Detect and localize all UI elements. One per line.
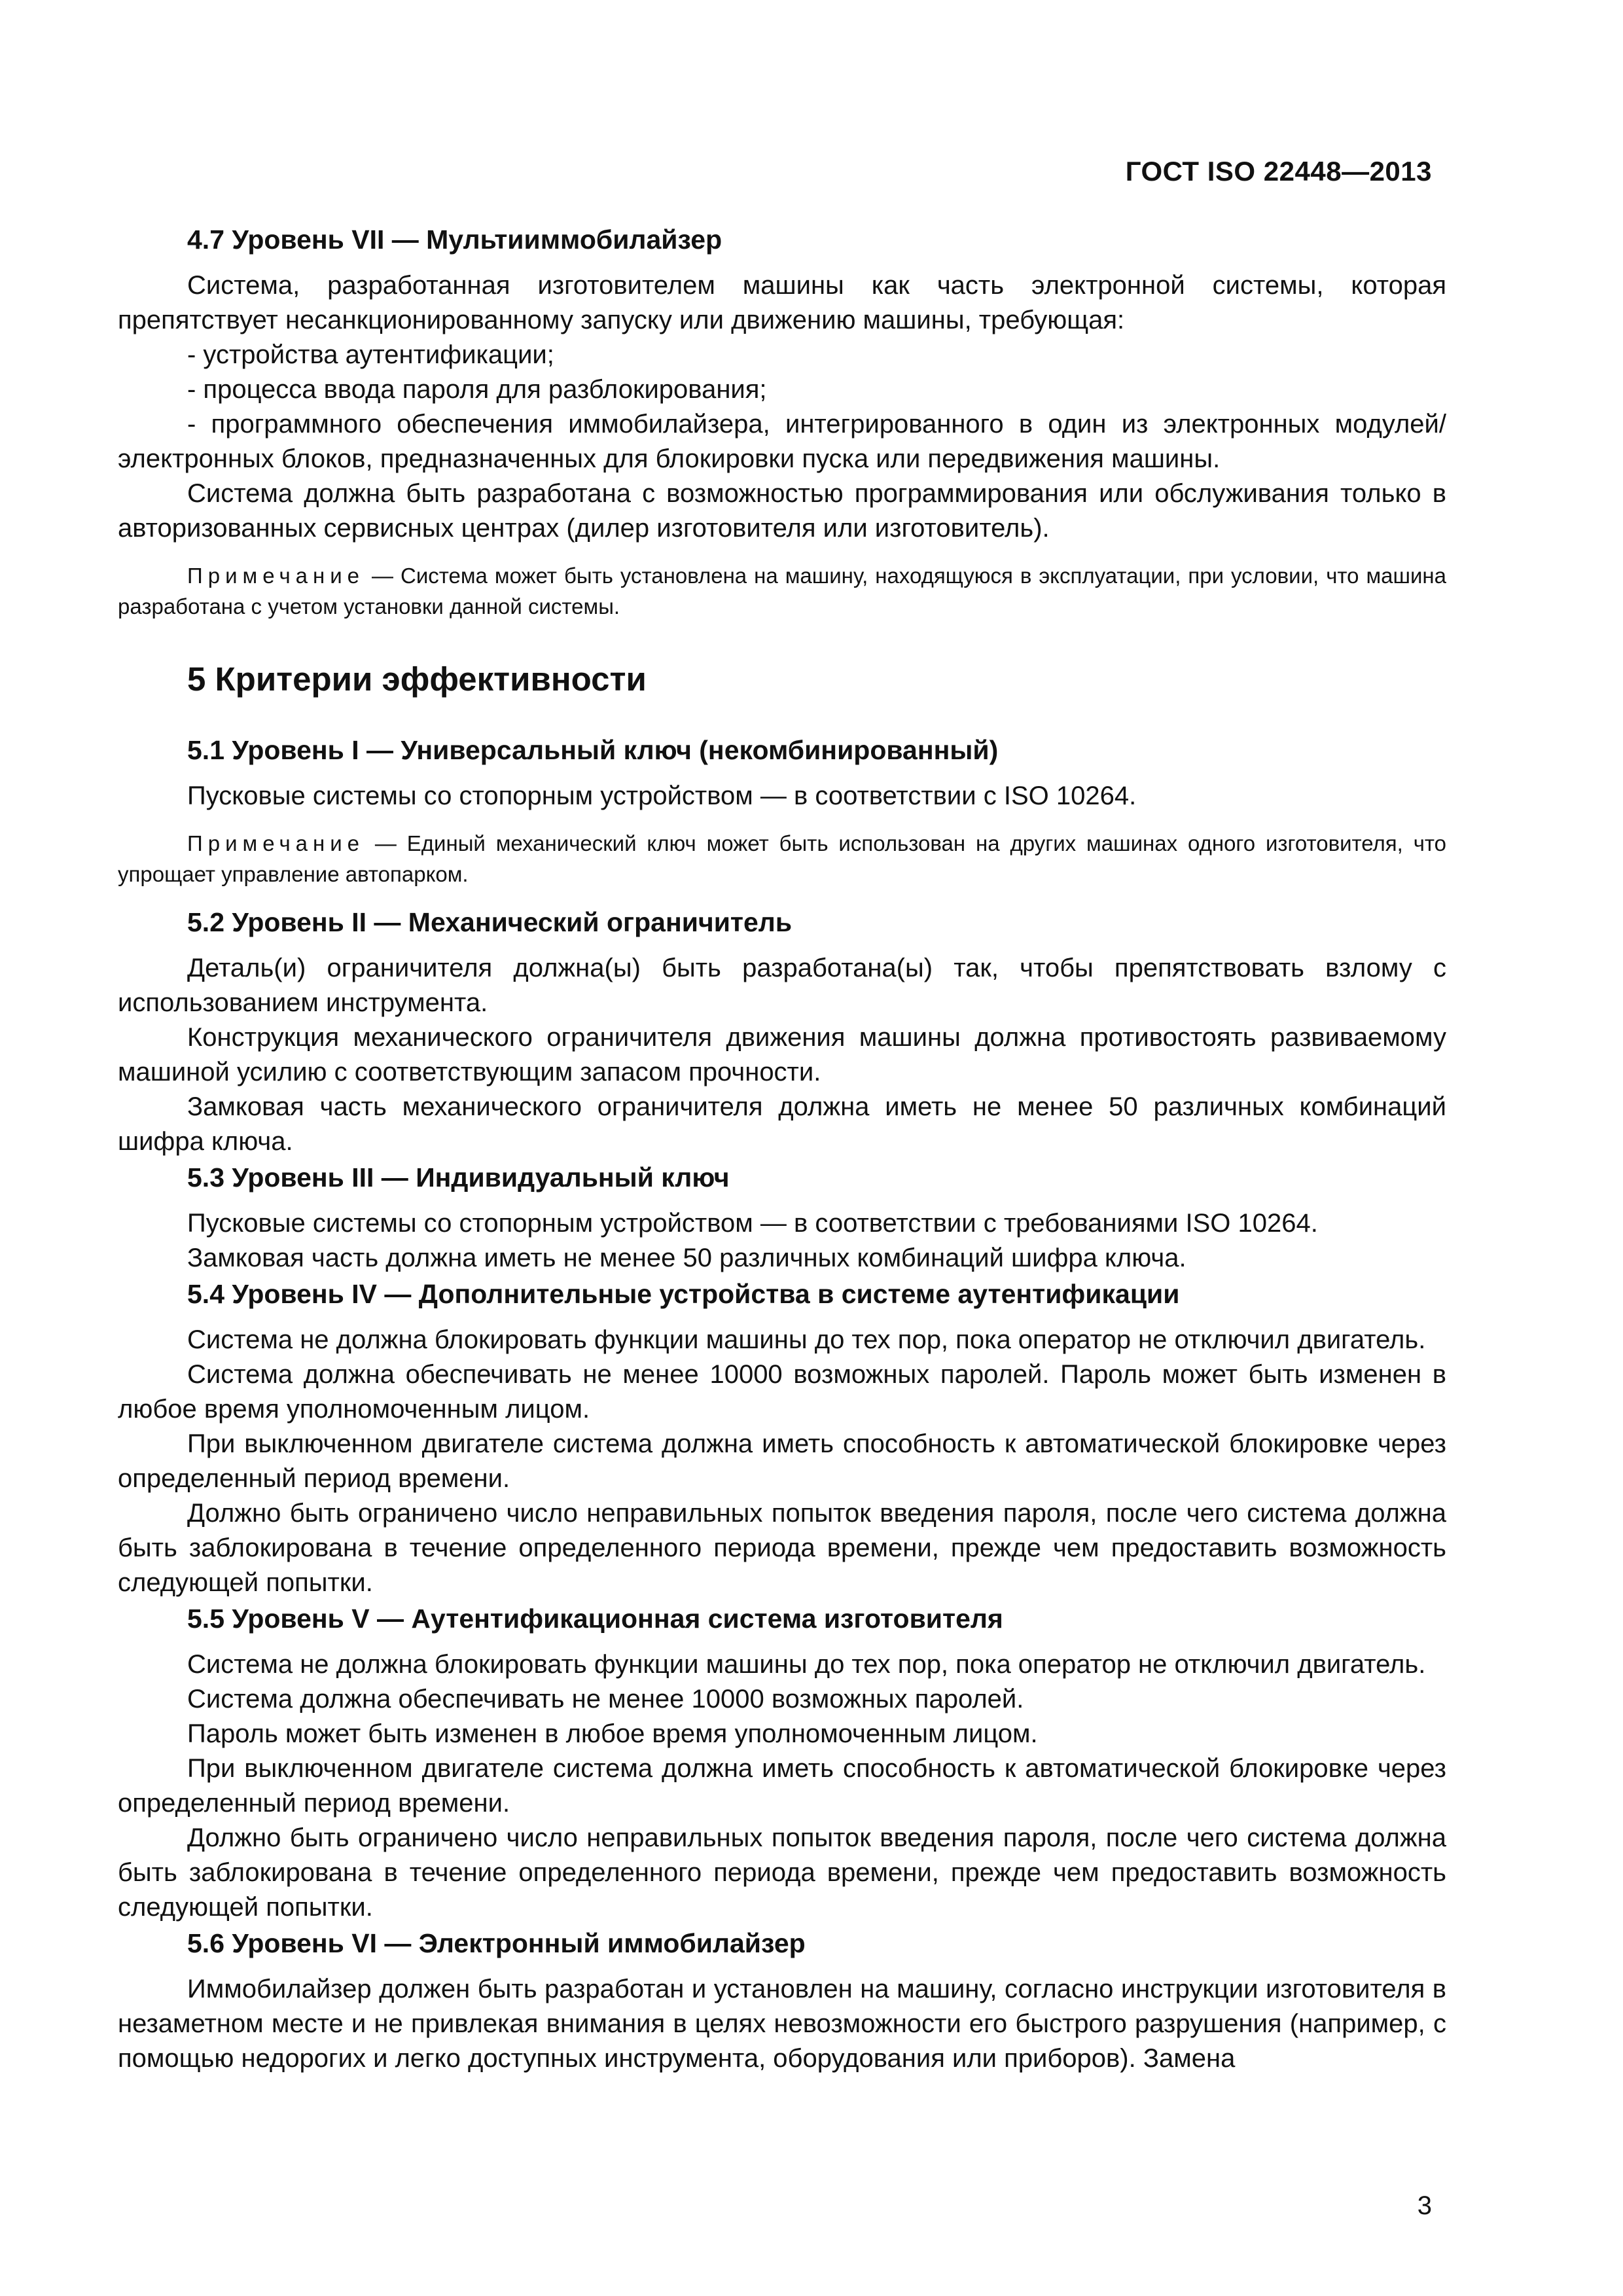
- note-text: — Система может быть установлена на машину, находящуюся в эксплуатации, при условии, что машина разработана с учетом установки данной системы.: [118, 564, 1446, 619]
- section-5-6-heading: 5.6 Уровень VI — Электронный иммобилайзер: [187, 1928, 806, 1958]
- paragraph: Система не должна блокировать функции машины до тех пор, пока оператор не отключил двигатель.: [187, 1650, 1426, 1679]
- paragraph: Замковая часть механического ограничителя должна иметь не менее 50 различных комбинаций шифра ключа.: [118, 1092, 1446, 1156]
- document-body: [118, 221, 1446, 2076]
- note: [118, 560, 1446, 622]
- paragraph: Должно быть ограничено число неправильных попыток введения пароля, после чего система должна быть заблокирована в течение определенного периода времени, прежде чем предоставить возможность следующей попытки.: [118, 1823, 1446, 1922]
- paragraph: Пусковые системы со стопорным устройством — в соответствии с требованиями ISO 10264.: [187, 1209, 1318, 1238]
- section-5-2-heading: 5.2 Уровень II — Механический ограничитель: [187, 907, 793, 937]
- list-item: - процесса ввода пароля для разблокирования;: [187, 375, 767, 404]
- section-5-1-heading: 5.1 Уровень I — Универсальный ключ (некомбинированный): [187, 735, 999, 765]
- paragraph: Система должна обеспечивать не менее 10000 возможных паролей. Пароль может быть изменен в любое время уполномоченным лицом.: [118, 1360, 1446, 1424]
- paragraph: Система должна обеспечивать не менее 10000 возможных паролей.: [187, 1685, 1024, 1713]
- section-4-7-heading: 4.7 Уровень VII — Мультииммобилайзер: [187, 224, 722, 255]
- paragraph: Пароль может быть изменен в любое время уполномоченным лицом.: [187, 1719, 1038, 1748]
- document-code: ГОСТ ISO 22448—2013: [1125, 156, 1432, 187]
- section-5-heading: 5 Критерии эффективности: [187, 660, 647, 698]
- note-label: Примечание: [187, 831, 365, 855]
- note-text: — Единый механический ключ может быть использован на других машинах одного изготовителя, что упрощает управление автопарком.: [118, 831, 1446, 886]
- paragraph: Пусковые системы со стопорным устройством — в соответствии с ISO 10264.: [187, 781, 1137, 810]
- paragraph: Конструкция механического ограничителя движения машины должна противостоять развиваемому машиной усилию с соответствующим запасом прочности.: [118, 1023, 1446, 1086]
- paragraph: Замковая часть должна иметь не менее 50 различных комбинаций шифра ключа.: [187, 1244, 1186, 1272]
- list-item: - программного обеспечения иммобилайзера, интегрированного в один из электронных модулей/электронных блоков, предназначенных для блокировки пуска или передвижения машины.: [118, 410, 1446, 473]
- note: [118, 828, 1446, 889]
- paragraph: При выключенном двигателе система должна иметь способность к автоматической блокировке через определенный период времени.: [118, 1754, 1446, 1818]
- paragraph: При выключенном двигателе система должна иметь способность к автоматической блокировке через определенный период времени.: [118, 1429, 1446, 1493]
- paragraph: Система не должна блокировать функции машины до тех пор, пока оператор не отключил двигатель.: [187, 1325, 1426, 1354]
- page-number: 3: [1417, 2191, 1432, 2220]
- note-label: Примечание: [187, 564, 365, 588]
- paragraph: Иммобилайзер должен быть разработан и установлен на машину, согласно инструкции изготовителя в незаметном месте и не привлекая внимания в целях невозможности его быстрого разрушения (например, с помощью недорогих и легко доступных инструмента, оборудования или приборов). Замена: [118, 1975, 1446, 2073]
- list-item: - устройства аутентификации;: [187, 340, 554, 369]
- section-5-3-heading: 5.3 Уровень III — Индивидуальный ключ: [187, 1162, 730, 1193]
- paragraph: Должно быть ограничено число неправильных попыток введения пароля, после чего система должна быть заблокирована в течение определенного периода времени, прежде чем предоставить возможность следующей попытки.: [118, 1499, 1446, 1597]
- section-5-5-heading: 5.5 Уровень V — Аутентификационная система изготовителя: [187, 1604, 1003, 1634]
- paragraph: Деталь(и) ограничителя должна(ы) быть разработана(ы) так, чтобы препятствовать взлому с использованием инструмента.: [118, 954, 1446, 1017]
- paragraph: Система, разработанная изготовителем машины как часть электронной системы, которая препятствует несанкционированному запуску или движению машины, требующая:: [118, 271, 1446, 334]
- section-5-4-heading: 5.4 Уровень IV — Дополнительные устройства в системе аутентификации: [187, 1279, 1180, 1309]
- paragraph: Система должна быть разработана с возможностью программирования или обслуживания только в авторизованных сервисных центрах (дилер изготовителя или изготовитель).: [118, 479, 1446, 543]
